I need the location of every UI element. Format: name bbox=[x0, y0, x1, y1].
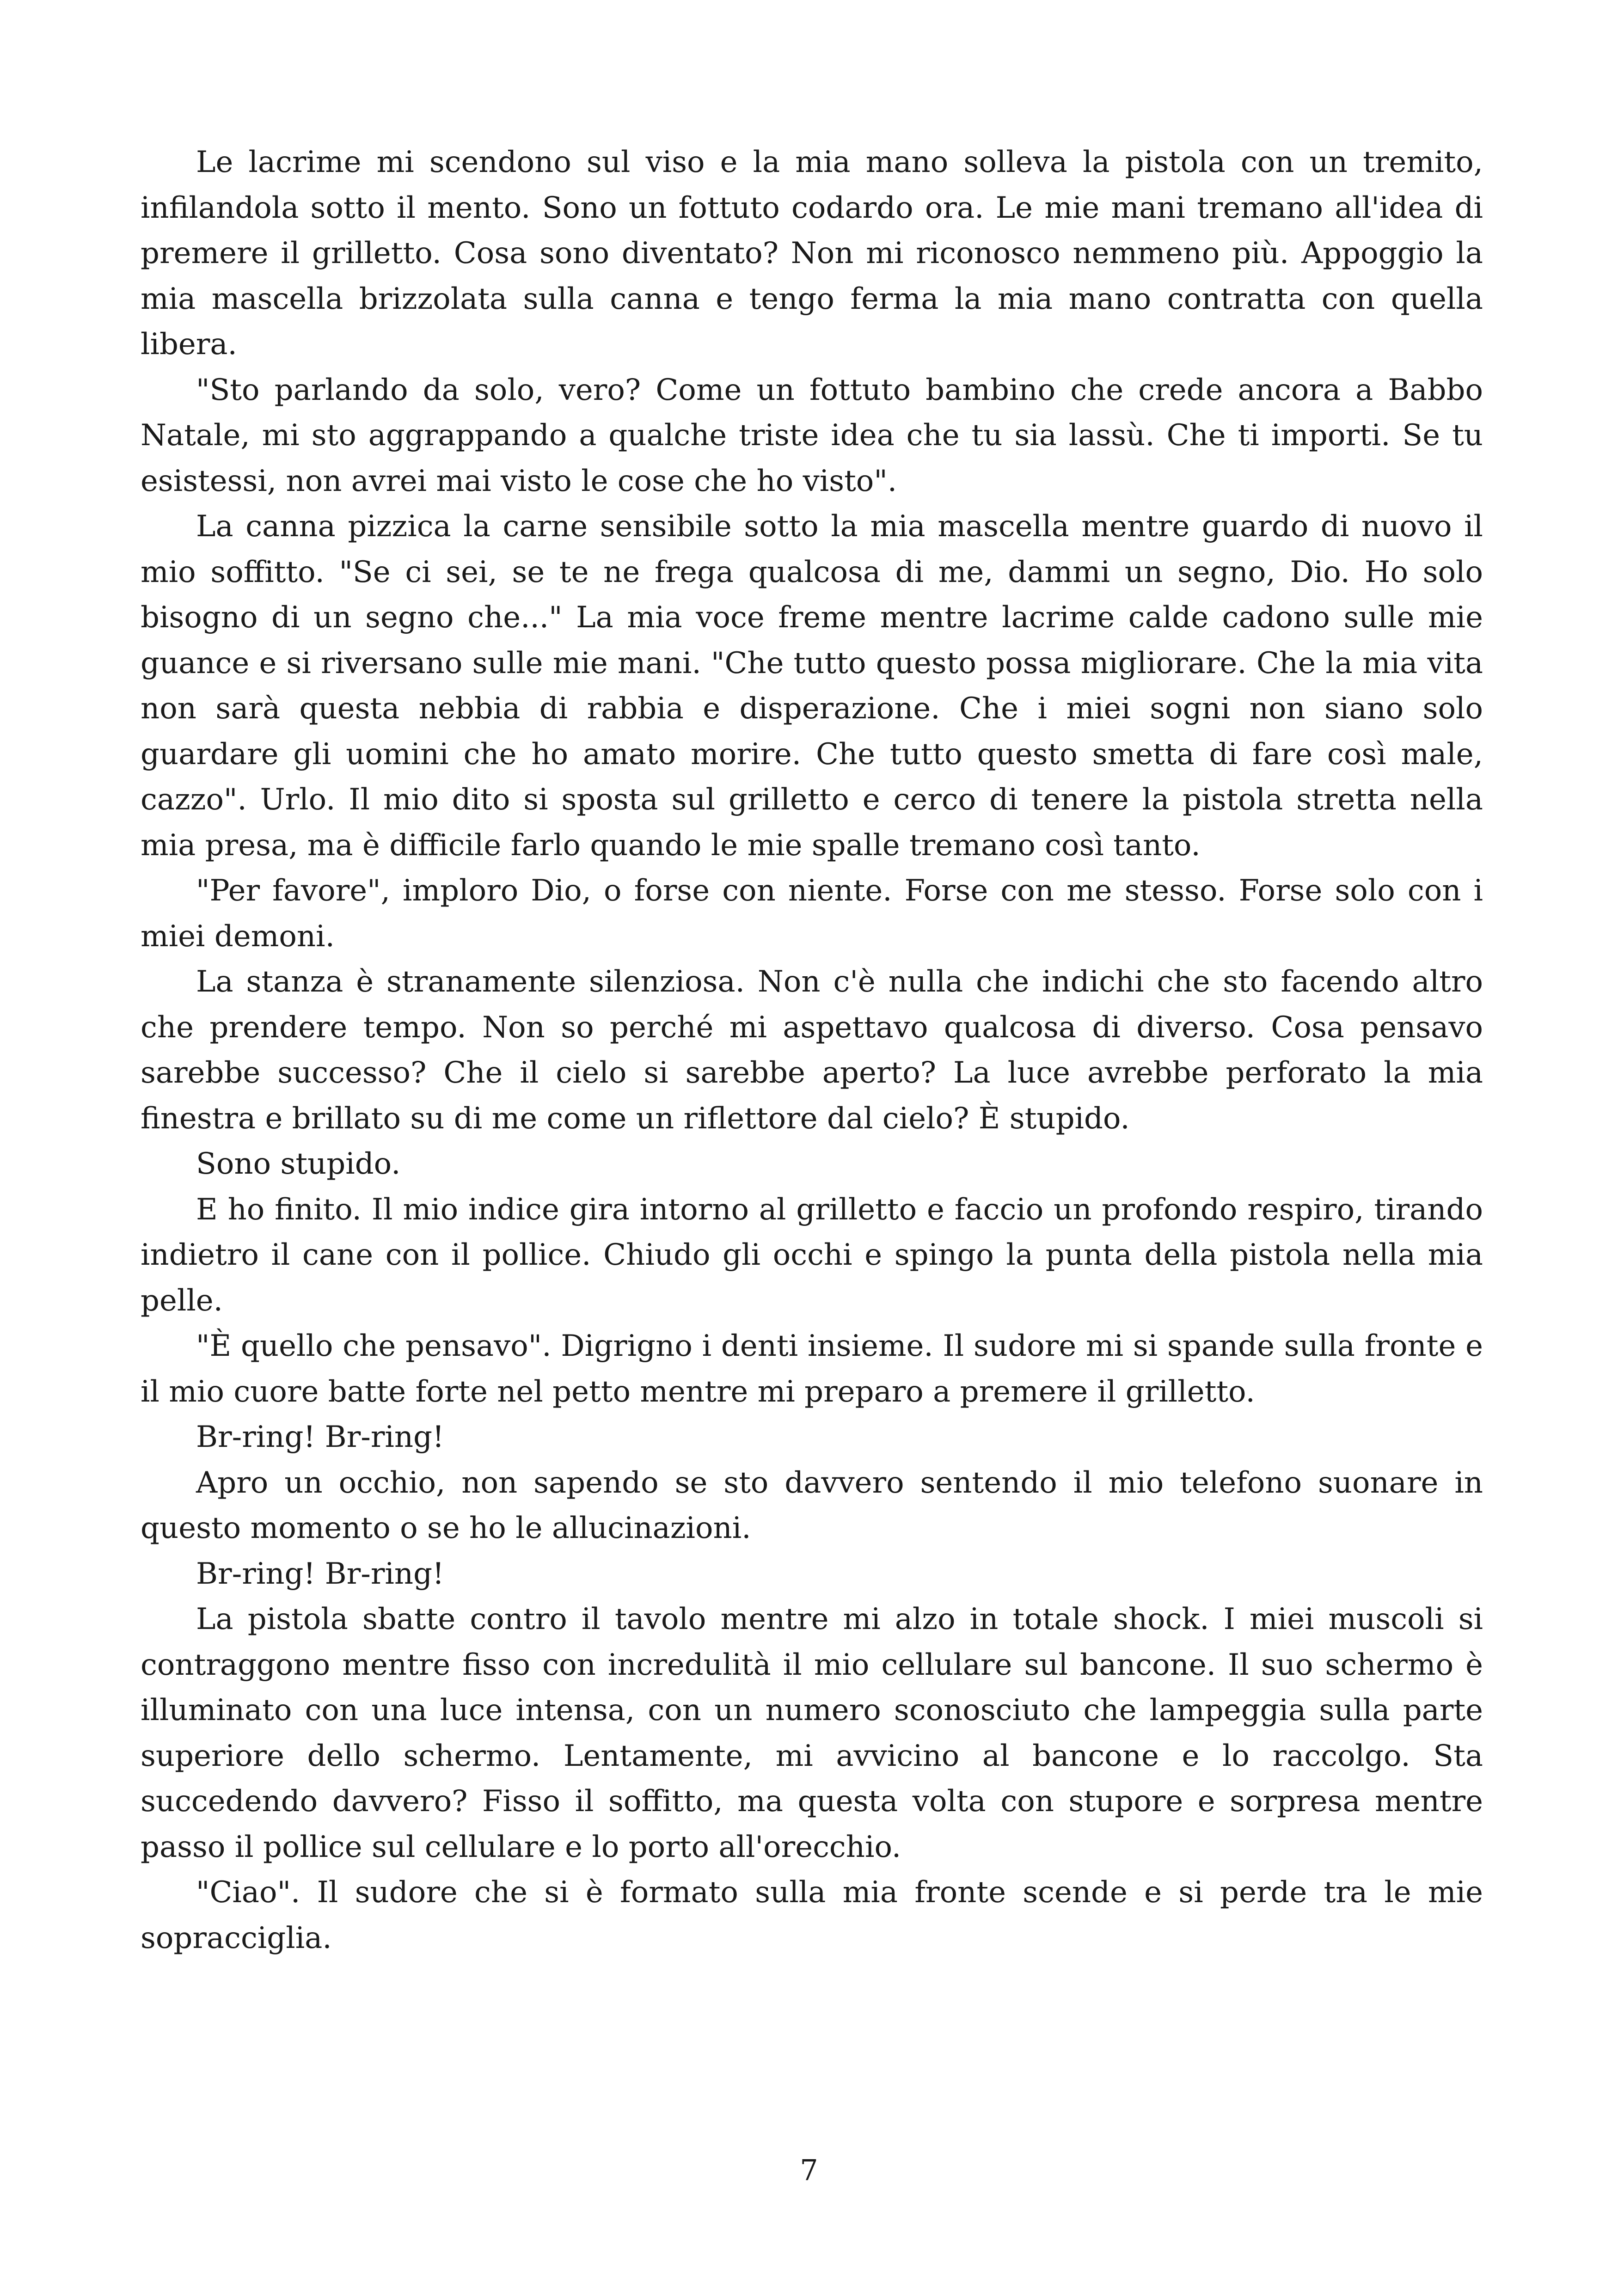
body-text bbox=[141, 140, 1483, 1961]
paragraph: Apro un occhio, non sapendo se sto davvero sentendo il mio telefono suonare in questo momento o se ho le allucinazioni. bbox=[141, 1465, 1483, 1545]
paragraph: La canna pizzica la carne sensibile sotto la mia mascella mentre guardo di nuovo il mio soffitto. "Se ci sei, se te ne frega qualcosa di me, dammi un segno, Dio. Ho solo bisogno di un segno che..." La mia voce freme mentre lacrime calde cadono sulle mie guance e si riversano sulle mie mani. "Che tutto questo possa migliorare. Che la mia vita non sarà questa nebbia di rabbia e disperazione. Che i miei sogni non siano solo guardare gli uomini che ho amato morire. Che tutto questo smetta di fare così male, cazzo". Urlo. Il mio dito si sposta sul grilletto e cerco di tenere la pistola stretta nella mia presa, ma è difficile farlo quando le mie spalle tremano così tanto. bbox=[141, 509, 1483, 863]
paragraph: Le lacrime mi scendono sul viso e la mia mano solleva la pistola con un tremito, infilandola sotto il mento. Sono un fottuto codardo ora. Le mie mani tremano all'idea di premere il grilletto. Cosa sono diventato? Non mi riconosco nemmeno più. Appoggio la mia mascella brizzolata sulla canna e tengo ferma la mia mano contratta con quella libera. bbox=[141, 145, 1483, 361]
paragraph: Br-ring! Br-ring! bbox=[196, 1420, 444, 1454]
paragraph: "È quello che pensavo". Digrigno i denti insieme. Il sudore mi si spande sulla fronte e il mio cuore batte forte nel petto mentre mi preparo a premere il grilletto. bbox=[141, 1329, 1483, 1409]
paragraph: Sono stupido. bbox=[196, 1147, 401, 1181]
paragraph: Br-ring! Br-ring! bbox=[196, 1556, 444, 1591]
page-number: 7 bbox=[800, 2153, 818, 2187]
paragraph: La pistola sbatte contro il tavolo mentre mi alzo in totale shock. I miei muscoli si contraggono mentre fisso con incredulità il mio cellulare sul bancone. Il suo schermo è illuminato con una luce intensa, con un numero sconosciuto che lampeggia sulla parte superiore dello schermo. Lentamente, mi avvicino al bancone e lo raccolgo. Sta succedendo davvero? Fisso il soffitto, ma questa volta con stupore e sorpresa mentre passo il pollice sul cellulare e lo porto all'orecchio. bbox=[141, 1602, 1483, 1864]
paragraph: E ho finito. Il mio indice gira intorno al grilletto e faccio un profondo respiro, tirando indietro il cane con il pollice. Chiudo gli occhi e spingo la punta della pistola nella mia pelle. bbox=[141, 1192, 1483, 1318]
paragraph: "Sto parlando da solo, vero? Come un fottuto bambino che crede ancora a Babbo Natale, mi sto aggrappando a qualche triste idea che tu sia lassù. Che ti importi. Se tu esistessi, non avrei mai visto le cose che ho visto". bbox=[141, 373, 1483, 498]
paragraph: "Ciao". Il sudore che si è formato sulla mia fronte scende e si perde tra le mie sopracciglia. bbox=[141, 1875, 1483, 1955]
paragraph: "Per favore", imploro Dio, o forse con niente. Forse con me stesso. Forse solo con i miei demoni. bbox=[141, 874, 1483, 954]
paragraph: La stanza è stranamente silenziosa. Non c'è nulla che indichi che sto facendo altro che prendere tempo. Non so perché mi aspettavo qualcosa di diverso. Cosa pensavo sarebbe successo? Che il cielo si sarebbe aperto? La luce avrebbe perforato la mia finestra e brillato su di me come un riflettore dal cielo? È stupido. bbox=[141, 965, 1483, 1136]
